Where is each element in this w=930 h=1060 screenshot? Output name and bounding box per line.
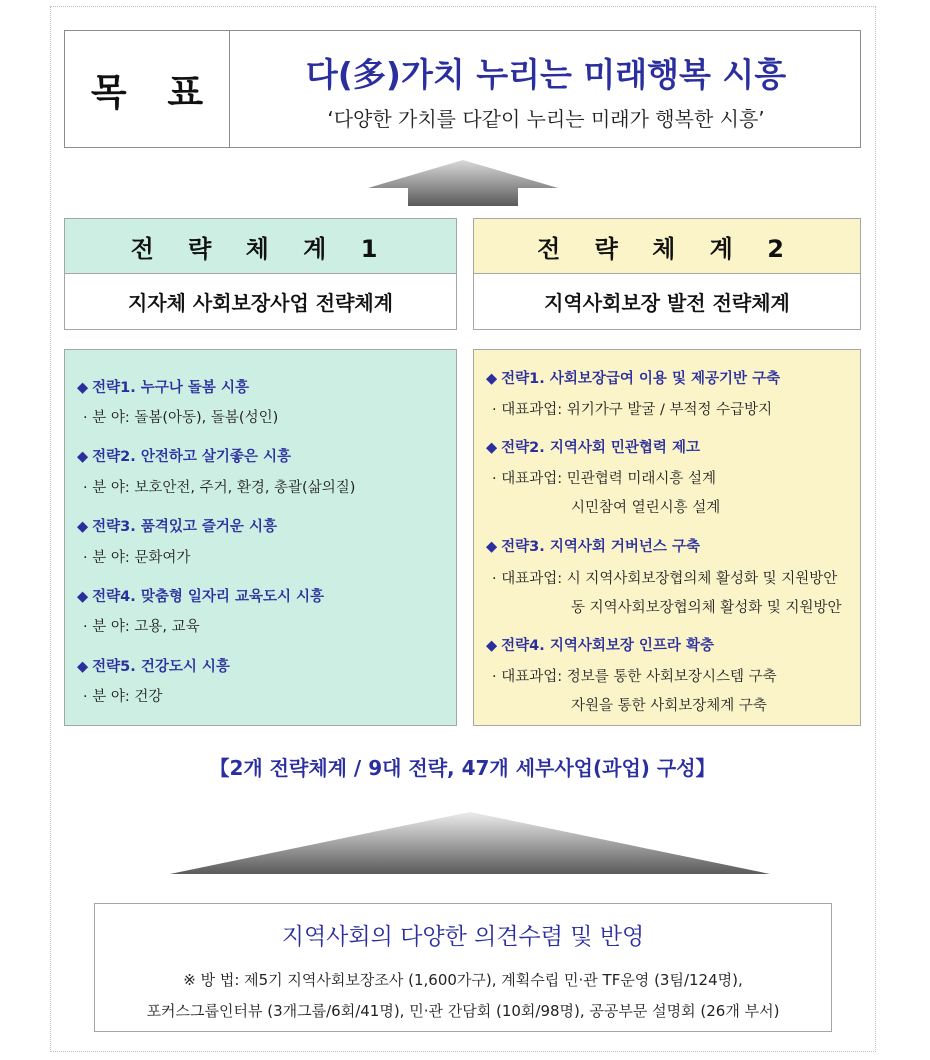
system1-subtitle: 지자체 사회보장사업 전략체계 [64,274,457,330]
goal-box [64,30,861,148]
system2-item-title: ◆ 전략4. 지역사회보장 인프라 확충 [486,638,714,654]
opinion-box [94,903,832,1032]
goal-subtitle: ‘다양한 가치를 다같이 누리는 미래가 행복한 시흥’ [327,107,765,131]
system2-subtitle: 지역사회보장 발전 전략체계 [473,274,861,330]
opinion-title: 지역사회의 다양한 의견수렴 및 반영 [281,924,645,950]
system2-item-title: ◆ 전략2. 지역사회 민관협력 제고 [486,440,700,456]
system1-item-title: ◆ 전략2. 안전하고 살기좋은 시흥 [77,449,291,465]
system1-item-title: ◆ 전략5. 건강도시 시흥 [77,659,230,675]
goal-label: 목 표 [65,31,230,147]
opinion-method-line: 포커스그룹인터뷰 (3개그룹/6회/41명), 민·관 간담회 (10회/98명), 공공부문 설명회 (26개 부서) [146,1002,780,1020]
system2-item-line: · 대표과업: 시 지역사회보장협의체 활성화 및 지원방안 [492,571,838,587]
system1-item-title: ◆ 전략3. 품격있고 즐거운 시흥 [77,519,277,535]
system2-item-line: · 대표과업: 위기가구 발굴 / 부적정 수급방지 [492,402,773,418]
system2-item-title: ◆ 전략3. 지역사회 거버넌스 구축 [486,539,700,555]
system2-header: 전 략 체 계 2 [473,218,861,274]
summary-text: 【2개 전략체계 / 9대 전략, 47개 세부사업(과업) 구성】 [209,756,716,780]
opinion-method-line: ※ 방 법: 제5기 지역사회보장조사 (1,600가구), 계획수립 민·관 TF운영 (3팀/124명), [183,971,743,989]
system1-item-line: · 분 야: 고용, 교육 [83,619,200,635]
system1-header: 전 략 체 계 1 [64,218,457,274]
system1-item-title: ◆ 전략1. 누구나 돌봄 시흥 [77,380,249,396]
system2-item-line: 자원을 통한 사회보장체계 구축 [571,698,767,714]
system2-item-title: ◆ 전략1. 사회보장급여 이용 및 제공기반 구축 [486,371,781,387]
system1-item-line: · 분 야: 건강 [83,689,163,705]
system2-item-line: 동 지역사회보장협의체 활성화 및 지원방안 [571,600,842,616]
system2-details [473,349,861,726]
goal-title: 다(多)가치 누리는 미래행복 시흥 [305,55,787,94]
system1-details [64,349,457,726]
system1-item-title: ◆ 전략4. 맞춤형 일자리 교육도시 시흥 [77,589,325,605]
up-arrow-bottom [170,812,770,874]
system2-item-line: 시민참여 열린시흥 설계 [571,500,721,516]
up-arrow-top [368,160,558,206]
system1-item-line: · 분 야: 보호안전, 주거, 환경, 총괄(삶의질) [83,480,356,496]
system2-item-line: · 대표과업: 민관협력 미래시흥 설계 [492,471,717,487]
system1-item-line: · 분 야: 돌봄(아동), 돌봄(성인) [83,410,279,426]
system2-item-line: · 대표과업: 정보를 통한 사회보장시스템 구축 [492,669,777,685]
system1-item-line: · 분 야: 문화여가 [83,550,191,566]
